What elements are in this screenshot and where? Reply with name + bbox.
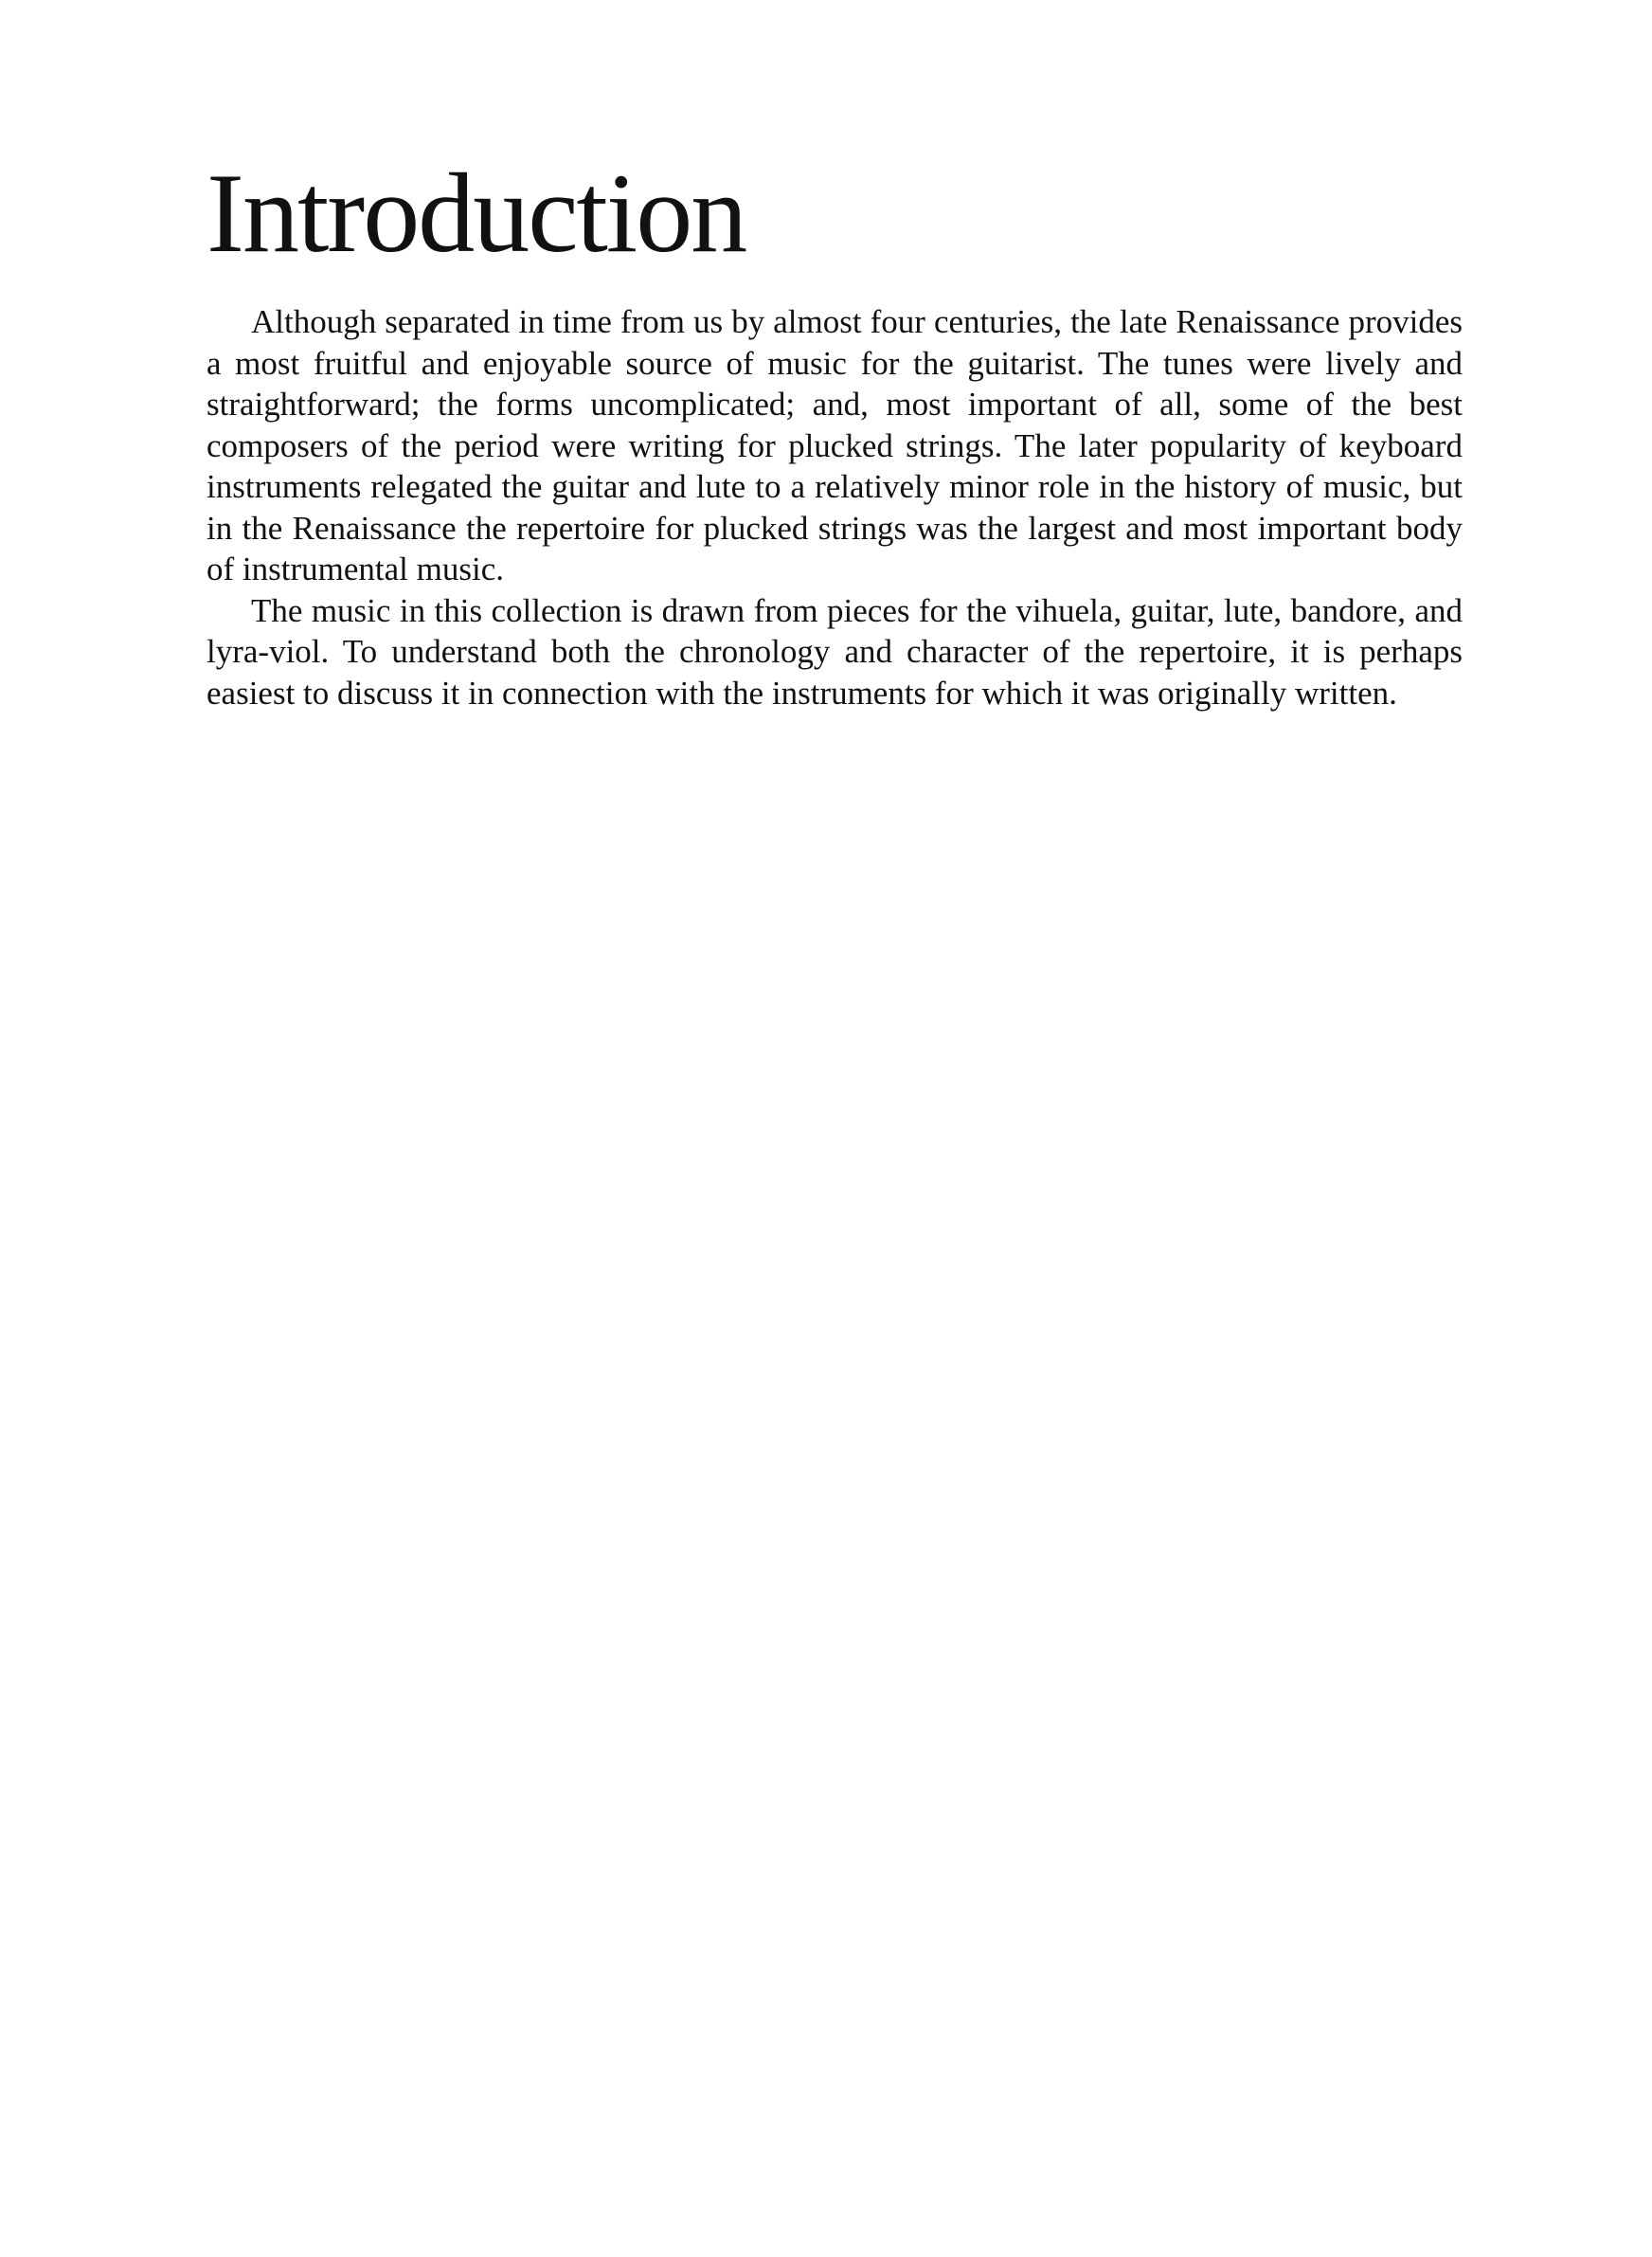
body-text [206,301,1463,713]
paragraph-1: Although separated in time from us by almost four centuries, the late Renaissance provides a most fruitful and enjoyable source of music for the guitarist. The tunes were lively and straightforward; the forms uncomplicated; and, most important of all, some of the best composers of the period were writing for plucked strings. The later popularity of keyboard instruments relegated the guitar and lute to a relatively minor role in the history of music, but in the Renaissance the repertoire for plucked strings was the largest and most important body of instrumental music. [206,303,1463,587]
page-title: Introduction [206,150,746,276]
paragraph-2: The music in this collection is drawn from pieces for the vihuela, guitar, lute, bandore, and lyra-viol. To understand both the chronology and character of the repertoire, it is perhaps easiest to discuss it in connection with the instruments for which it was originally written. [206,591,1463,712]
